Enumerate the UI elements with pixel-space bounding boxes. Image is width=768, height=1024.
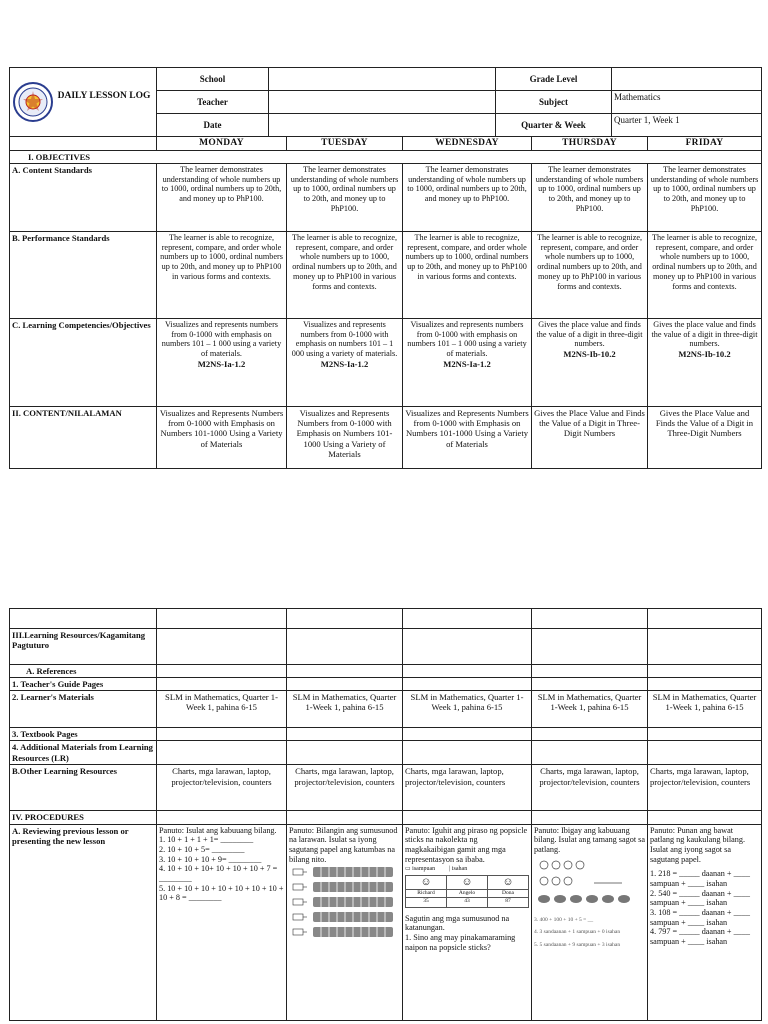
other-tue: Charts, mga larawan, laptop, projector/television, counters	[287, 765, 403, 811]
blank-cell	[532, 741, 648, 765]
blank-cell	[648, 678, 762, 691]
competency-mon	[157, 319, 287, 407]
review-thu-line: 5. 5 sandaanan + 9 sampuan + 3 isahan	[534, 941, 621, 948]
competency-tue	[287, 319, 403, 407]
review-mon-item: 5. 10 + 10 + 10 + 10 + 10 + 10 + 10 + 10 + 8 = ________	[159, 883, 284, 903]
blank-cell	[287, 741, 403, 765]
day-header-thursday: THURSDAY	[532, 137, 648, 151]
lesson-log-objectives-table	[9, 136, 762, 469]
lm-wed: SLM in Mathematics, Quarter 1-Week 1, pahina 6-15	[403, 691, 532, 728]
teachers-guide-label: 1. Teacher's Guide Pages	[10, 678, 157, 691]
content-tue: Visualizes and Represents Numbers from 0-1000 with Emphasis on Numbers 101-1000 Using a Variety of Materials	[287, 407, 403, 469]
competency-text: Gives the place value and finds the value of a digit in three-digit numbers.	[536, 320, 643, 349]
child-face-icon: ☺	[461, 876, 473, 889]
competency-code: M2NS-Ia-1.2	[197, 358, 246, 369]
performance-standards-thu: The learner is able to recognize, represent, compare, and order whole numbers up to 1000, ordinal numbers up to 20th, and money up to PhP100 in various forms and contexts.	[532, 232, 648, 319]
popsicle-col	[488, 876, 528, 906]
teacher-label: Teacher	[157, 91, 269, 114]
blank-cell	[157, 811, 287, 824]
blank-cell	[532, 609, 648, 629]
lm-tue: SLM in Mathematics, Quarter 1-Week 1, pahina 6-15	[287, 691, 403, 728]
lm-fri: SLM in Mathematics, Quarter 1-Week 1, pahina 6-15	[648, 691, 762, 728]
blank-day-header	[10, 137, 157, 151]
popsicle-col	[406, 876, 447, 906]
blank-cell	[648, 609, 762, 629]
performance-standards-label: B. Performance Standards	[10, 232, 157, 319]
child-value: 35	[406, 897, 446, 907]
procedures-heading: IV. PROCEDURES	[10, 811, 157, 824]
content-standards-wed: The learner demonstrates understanding of whole numbers up to 1000, ordinal numbers up to 20th, and money up to PhP100.	[403, 164, 532, 232]
legend-ones-label: isahan	[451, 866, 468, 873]
blank-cell	[403, 728, 532, 741]
popsicle-col	[447, 876, 488, 906]
content-fri: Gives the Place Value and Finds the Value of a Digit in Three-Digit Numbers	[648, 407, 762, 469]
blank-cell	[157, 665, 287, 678]
content-wed: Visualizes and Represents Numbers from 0-1000 with Emphasis on Numbers 101-1000 Using a Variety of Materials	[403, 407, 532, 469]
school-value	[269, 68, 496, 91]
lm-mon: SLM in Mathematics, Quarter 1-Week 1, pahina 6-15	[157, 691, 287, 728]
blank-cell	[287, 609, 403, 629]
review-tue-instructions: Panuto: Bilangin ang sumusunod na larawan. Isulat sa iyong sagutang papel ang katumbas na bilang nito.	[289, 825, 398, 864]
grade-level-label: Grade Level	[496, 68, 612, 91]
other-thu: Charts, mga larawan, laptop, projector/television, counters	[532, 765, 648, 811]
child-name: Richard	[406, 889, 446, 896]
review-thu-instructions: Panuto: Ibigay ang kabuuang bilang. Isulat ang tamang sagot sa patlang.	[534, 825, 645, 854]
review-mon-item: 4. 10 + 10 + 10+ 10 + 10 + 10 + 7 = ________	[159, 864, 278, 883]
competency-text: Visualizes and represents numbers from 0-1000 with emphasis on numbers 101 – 1 000 using a variety of materials.	[407, 320, 527, 359]
competency-code: M2NS-Ib-10.2	[563, 349, 616, 360]
performance-standards-fri: The learner is able to recognize, represent, compare, and order whole numbers up to 1000, ordinal numbers up to 20th, and money up to PhP100 in various forms and contexts.	[648, 232, 762, 319]
child-face-icon: ☺	[502, 876, 514, 889]
blank-cell	[403, 665, 532, 678]
review-mon-instructions: Panuto: Isulat ang kabuuang bilang.	[159, 825, 277, 835]
competency-text: Visualizes and represents numbers from 0-1000 with emphasis on numbers 101 – 1 000 using a variety of materials.	[291, 320, 398, 359]
legend-ones: | isahan	[449, 866, 468, 873]
day-header-tuesday: TUESDAY	[287, 137, 403, 151]
performance-standards-wed: The learner is able to recognize, represent, compare, and order whole numbers up to 1000, ordinal numbers up to 20th, and money up to PhP100 in various forms and contexts.	[403, 232, 532, 319]
blank-cell	[287, 811, 403, 824]
blank-cell	[157, 728, 287, 741]
content-standards-fri: The learner demonstrates understanding of whole numbers up to 1000, ordinal numbers up to 20th, and money up to PhP100.	[648, 164, 762, 232]
other-wed: Charts, mga larawan, laptop, projector/television, counters	[403, 765, 532, 811]
legend-tens-label: isampuan	[412, 866, 436, 873]
counting-bundles-image	[289, 866, 399, 952]
popsicle-legend	[405, 866, 529, 873]
review-wed-q1: 1. Sino ang may pinakamaraming naipon na popsicle sticks?	[405, 933, 516, 952]
date-value	[269, 114, 496, 137]
blank-cell	[10, 609, 157, 629]
child-face-icon: ☺	[420, 876, 432, 889]
day-header-friday: FRIDAY	[648, 137, 762, 151]
child-name: Angelo	[447, 889, 487, 896]
review-label: A. Reviewing previous lesson or presenting the new lesson	[10, 824, 157, 1020]
competency-code: M2NS-Ia-1.2	[443, 358, 491, 369]
competency-text: Gives the place value and finds the value of a digit in three-digit numbers.	[651, 320, 758, 349]
blank-cell	[648, 811, 762, 824]
date-label: Date	[157, 114, 269, 137]
references-label: A. References	[10, 665, 157, 678]
review-fri-item: 1. 218 = _____ daanan + ____ sampuan + ____ isahan	[650, 869, 750, 888]
deped-seal-icon	[13, 82, 53, 122]
grade-level-value	[612, 68, 762, 91]
blank-cell	[532, 629, 648, 665]
blank-cell	[532, 665, 648, 678]
review-mon-item: 1. 10 + 1 + 1 + 1= ________	[159, 835, 254, 845]
performance-standards-mon: The learner is able to recognize, represent, compare, and order whole numbers up to 1000, ordinal numbers up to 20th, and money up to PhP100 in various forms and contexts.	[157, 232, 287, 319]
review-thu	[532, 824, 648, 1020]
blank-cell	[648, 665, 762, 678]
child-value: 43	[447, 897, 487, 907]
content-standards-thu: The learner demonstrates understanding of whole numbers up to 1000, ordinal numbers up to 20th, and money up to PhP100.	[532, 164, 648, 232]
blank-cell	[403, 741, 532, 765]
lesson-log-resources-table	[9, 608, 762, 1021]
document-title: DAILY LESSON LOG	[57, 91, 151, 101]
child-value: 87	[488, 897, 528, 907]
competency-text: Visualizes and represents numbers from 0-1000 with emphasis on numbers 101 – 1 000 using a variety of materials.	[161, 320, 282, 359]
title-cell	[10, 68, 157, 137]
performance-standards-tue: The learner is able to recognize, represent, compare, and order whole numbers up to 1000, ordinal numbers up to 20th, and money up to PhP100 in various forms and contexts.	[287, 232, 403, 319]
blank-cell	[157, 678, 287, 691]
learners-materials-label: 2. Learner's Materials	[10, 691, 157, 728]
content-mon: Visualizes and Represents Numbers from 0-1000 with Emphasis on Numbers 101-1000 Using a Variety of Materials	[157, 407, 287, 469]
blank-cell	[403, 629, 532, 665]
place-value-blocks-image	[534, 859, 642, 915]
additional-materials-label: 4. Additional Materials from Learning Resources (LR)	[10, 741, 157, 765]
review-tue	[287, 824, 403, 1020]
review-fri-item: 4. 797 = _____ daanan + ____ sampuan + ____ isahan	[650, 927, 750, 946]
blank-cell	[287, 678, 403, 691]
blank-cell	[287, 665, 403, 678]
other-resources-label: B.Other Learning Resources	[10, 765, 157, 811]
blank-cell	[532, 678, 648, 691]
review-fri-item: 2. 540 = _____ daanan + ____ sampuan + ____ isahan	[650, 888, 750, 908]
review-fri	[648, 824, 762, 1020]
blank-cell	[648, 728, 762, 741]
subject-value: Mathematics	[612, 91, 762, 114]
review-wed-question: Sagutin ang mga sumusunod na katanungan.	[405, 913, 510, 933]
blank-cell	[157, 609, 287, 629]
content-standards-tue: The learner demonstrates understanding of whole numbers up to 1000, ordinal numbers up to 20th, and money up to PhP100.	[287, 164, 403, 232]
blank-cell	[403, 678, 532, 691]
textbook-label: 3. Textbook Pages	[10, 728, 157, 741]
blank-cell	[157, 741, 287, 765]
subject-label: Subject	[496, 91, 612, 114]
review-mon-item: 2. 10 + 10 + 5= ________	[159, 844, 245, 854]
teacher-value	[269, 91, 496, 114]
content-thu: Gives the Place Value and Finds the Value of a Digit in Three-Digit Numbers	[532, 407, 648, 469]
other-mon: Charts, mga larawan, laptop, projector/television, counters	[157, 765, 287, 811]
other-fri: Charts, mga larawan, laptop, projector/television, counters	[648, 765, 762, 811]
child-name: Dona	[488, 889, 528, 896]
blank-cell	[287, 629, 403, 665]
lm-thu: SLM in Mathematics, Quarter 1-Week 1, pahina 6-15	[532, 691, 648, 728]
review-wed-instructions: Panuto: Iguhit ang piraso ng popsicle sticks na nakolekta ng magkakaibigan gamit ang mga representasyon sa ibaba.	[405, 825, 528, 864]
objectives-heading: I. OBJECTIVES	[10, 151, 762, 164]
review-fri-instructions: Panuto: Punan ang bawat patlang ng kaukulang bilang. Isulat ang iyong sagot sa sagutang papel.	[650, 825, 746, 864]
legend-tens: ▭ isampuan	[405, 866, 436, 873]
review-fri-item: 3. 108 = _____ daanan + ____ sampuan + ____ isahan	[650, 907, 750, 927]
blank-cell	[532, 811, 648, 824]
blank-cell	[403, 609, 532, 629]
competency-code: M2NS-Ib-10.2	[678, 349, 731, 360]
blank-cell	[157, 629, 287, 665]
content-standards-label: A. Content Standards	[10, 164, 157, 232]
review-mon-item: 3. 10 + 10 + 10 + 9= ________	[159, 854, 262, 864]
day-header-monday: MONDAY	[157, 137, 287, 151]
blank-cell	[287, 728, 403, 741]
blank-cell	[532, 728, 648, 741]
school-label: School	[157, 68, 269, 91]
blank-cell	[648, 629, 762, 665]
review-mon	[157, 824, 287, 1020]
content-standards-mon: The learner demonstrates understanding of whole numbers up to 1000, ordinal numbers up to 20th, and money up to PhP100.	[157, 164, 287, 232]
competency-code: M2NS-Ia-1.2	[320, 358, 369, 369]
blank-cell	[403, 811, 532, 824]
review-thu-line: 3. 400 + 100 + 10 + 5 = __	[534, 916, 594, 923]
competency-wed	[403, 319, 532, 407]
review-wed	[403, 824, 532, 1020]
competency-fri	[648, 319, 762, 407]
lesson-log-header-table	[9, 67, 762, 137]
day-header-wednesday: WEDNESDAY	[403, 137, 532, 151]
competencies-label: C. Learning Competencies/Objectives	[10, 319, 157, 407]
blank-cell	[648, 741, 762, 765]
quarter-week-value: Quarter 1, Week 1	[612, 114, 762, 137]
quarter-week-label: Quarter & Week	[496, 114, 612, 137]
resources-heading: III.Learning Resources/Kagamitang Pagtuturo	[10, 629, 157, 665]
content-label: II. CONTENT/NILALAMAN	[10, 407, 157, 469]
popsicle-table	[405, 875, 529, 907]
competency-thu	[532, 319, 648, 407]
review-thu-line: 4. 3 sandaanan + 1 sampuan + 0 isahan	[534, 929, 621, 936]
